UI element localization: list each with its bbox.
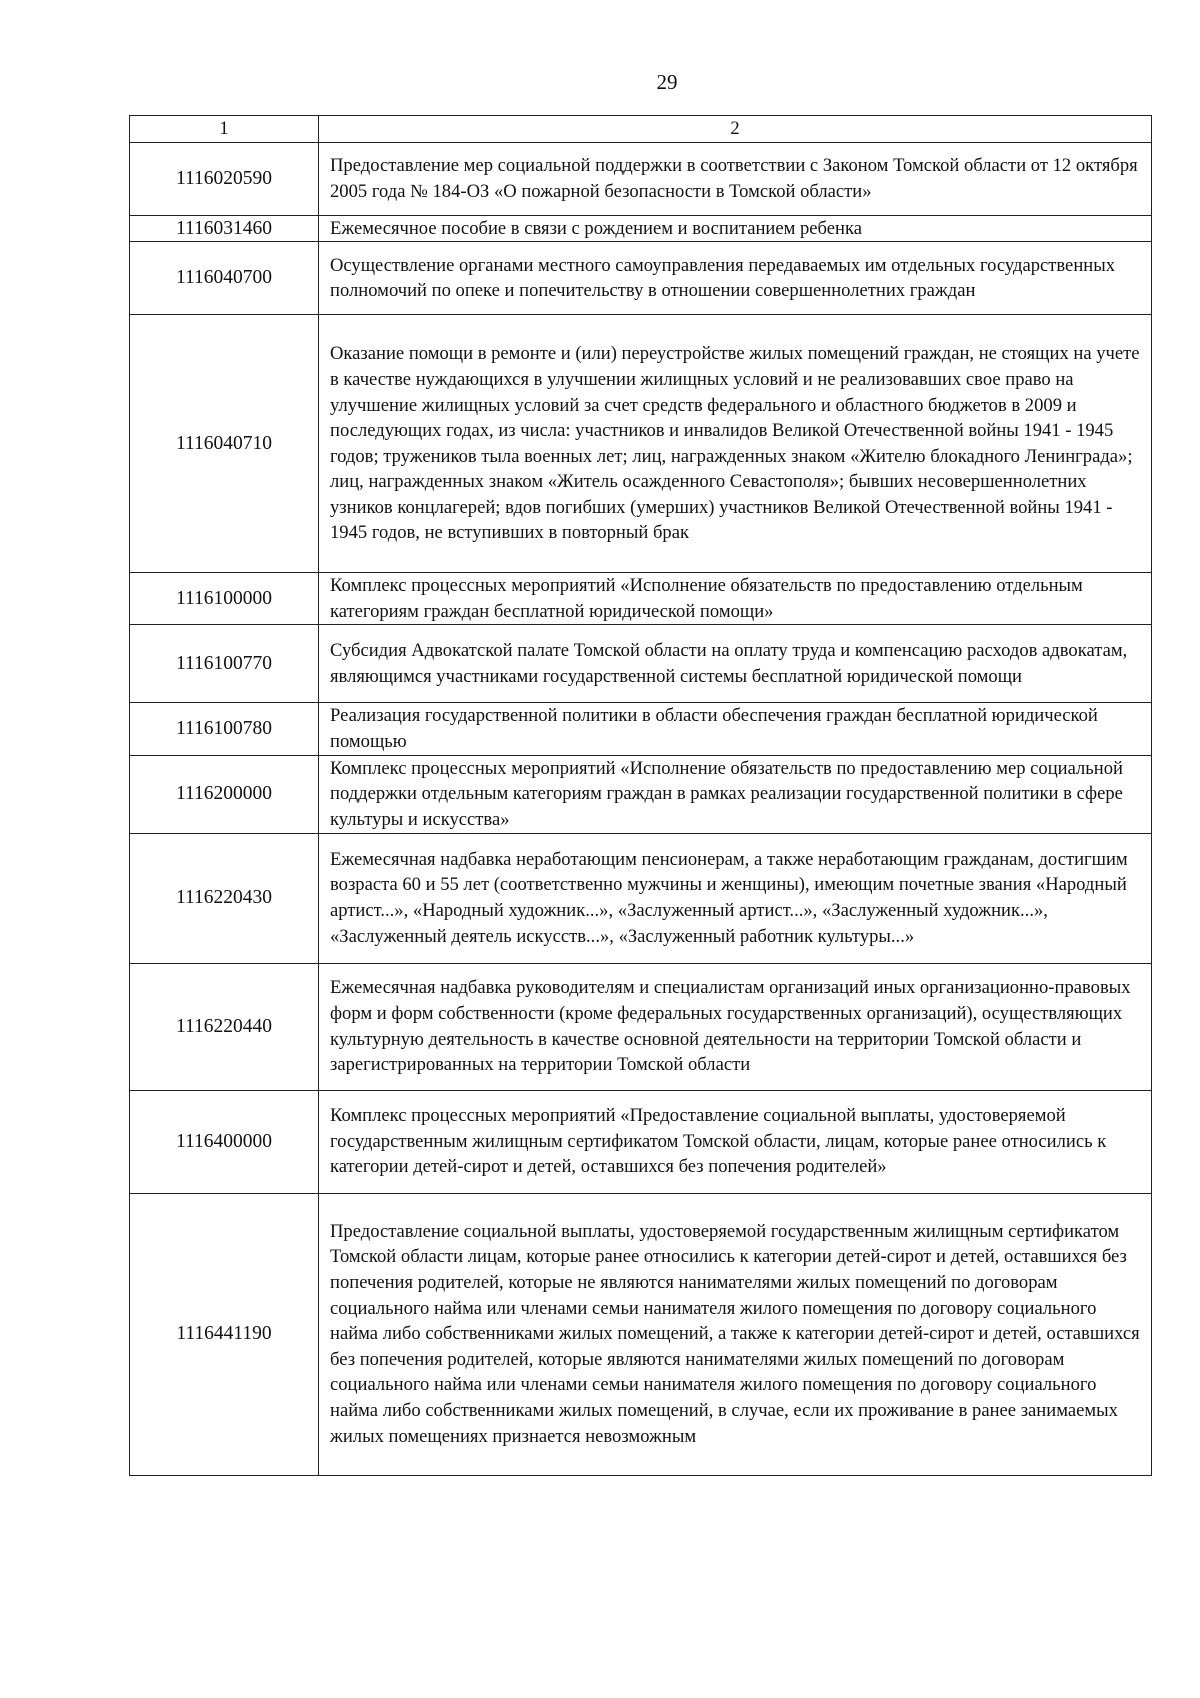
- row-description: Ежемесячная надбавка руководителям и специалистам организаций иных организационно-правовых форм и форм собственности (кроме федеральных государственных организаций), осуществляющих культурную деятельность в качестве основной деятельности на территории Томской области и зарегистрированных на территории Томской области: [319, 963, 1152, 1090]
- row-description: Оказание помощи в ремонте и (или) переустройстве жилых помещений граждан, не стоящих на учете в качестве нуждающихся в улучшении жилищных условий и не реализовавших свое право на улучшение жилищных условий за счет средств федерального и областного бюджетов в 2009 и последующих годах, из числа: участников и инвалидов Великой Отечественной войны 1941 - 1945 годов; тружеников тыла военных лет; лиц, награжденных знаком «Жителю блокадного Ленинграда»; лиц, награжденных знаком «Житель осажденного Севастополя»; бывших несовершеннолетних узников концлагерей; вдов погибших (умерших) участников Великой Отечественной войны 1941 - 1945 годов, не вступивших в повторный брак: [319, 315, 1152, 573]
- row-description: Предоставление социальной выплаты, удостоверяемой государственным жилищным сертификатом Томской области лицам, которые ранее относились к категории детей-сирот и детей, оставшихся без попечения родителей, которые не являются нанимателями жилых помещений по договорам социального найма или членами семьи нанимателя жилого помещения по договору социального найма либо собственниками жилых помещений, а также к категории детей-сирот и детей, оставшихся без попечения родителей, которые являются нанимателями жилых помещений по договорам социального найма или членами семьи нанимателя жилого помещения по договору социального найма либо собственниками жилых помещений, в случае, если их проживание в ранее занимаемых жилых помещениях признается невозможным: [319, 1193, 1152, 1475]
- table-row: [130, 703, 1152, 755]
- table-row: [130, 625, 1152, 703]
- row-code: 1116031460: [130, 215, 319, 242]
- table-row: [130, 963, 1152, 1090]
- row-description: Предоставление мер социальной поддержки в соответствии с Законом Томской области от 12 октября 2005 года № 184-ОЗ «О пожарной безопасности в Томской области»: [319, 142, 1152, 215]
- table-row: [130, 1193, 1152, 1475]
- row-code: 1116020590: [130, 142, 319, 215]
- table-row: [130, 242, 1152, 315]
- row-code: 1116441190: [130, 1193, 319, 1475]
- row-description: Осуществление органами местного самоуправления передаваемых им отдельных государственных полномочий по опеке и попечительству в отношении совершеннолетних граждан: [319, 242, 1152, 315]
- table-row: [130, 755, 1152, 833]
- column-header-description: 2: [319, 116, 1152, 143]
- row-code: 1116100770: [130, 625, 319, 703]
- column-header-code: 1: [130, 116, 319, 143]
- budget-code-table: [129, 115, 1152, 1476]
- row-code: 1116100000: [130, 573, 319, 625]
- row-code: 1116400000: [130, 1090, 319, 1193]
- table-row: [130, 215, 1152, 242]
- row-description: Комплекс процессных мероприятий «Исполнение обязательств по предоставлению отдельным категориям граждан бесплатной юридической помощи»: [319, 573, 1152, 625]
- row-code: 1116100780: [130, 703, 319, 755]
- table-header-row: [130, 116, 1152, 143]
- table-row: [130, 315, 1152, 573]
- row-code: 1116200000: [130, 755, 319, 833]
- table-row: [130, 1090, 1152, 1193]
- row-code: 1116220430: [130, 833, 319, 963]
- row-description: Субсидия Адвокатской палате Томской области на оплату труда и компенсацию расходов адвокатам, являющимся участниками государственной системы бесплатной юридической помощи: [319, 625, 1152, 703]
- row-code: 1116040700: [130, 242, 319, 315]
- row-code: 1116040710: [130, 315, 319, 573]
- table-row: [130, 142, 1152, 215]
- row-description: Комплекс процессных мероприятий «Исполнение обязательств по предоставлению мер социальной поддержки отдельным категориям граждан в рамках реализации государственной политики в сфере культуры и искусства»: [319, 755, 1152, 833]
- page-number: 29: [656, 70, 678, 94]
- table-row: [130, 833, 1152, 963]
- row-description: Ежемесячное пособие в связи с рождением и воспитанием ребенка: [319, 215, 1152, 242]
- row-description: Реализация государственной политики в области обеспечения граждан бесплатной юридической помощью: [319, 703, 1152, 755]
- table-row: [130, 573, 1152, 625]
- row-description: Ежемесячная надбавка неработающим пенсионерам, а также неработающим гражданам, достигшим возраста 60 и 55 лет (соответственно мужчины и женщины), имеющим почетные звания «Народный артист...», «Народный художник...», «Заслуженный артист...», «Заслуженный художник...», «Заслуженный деятель искусств...», «Заслуженный работник культуры...»: [319, 833, 1152, 963]
- row-description: Комплекс процессных мероприятий «Предоставление социальной выплаты, удостоверяемой государственным жилищным сертификатом Томской области, лицам, которые ранее относились к категории детей-сирот и детей, оставшихся без попечения родителей»: [319, 1090, 1152, 1193]
- row-code: 1116220440: [130, 963, 319, 1090]
